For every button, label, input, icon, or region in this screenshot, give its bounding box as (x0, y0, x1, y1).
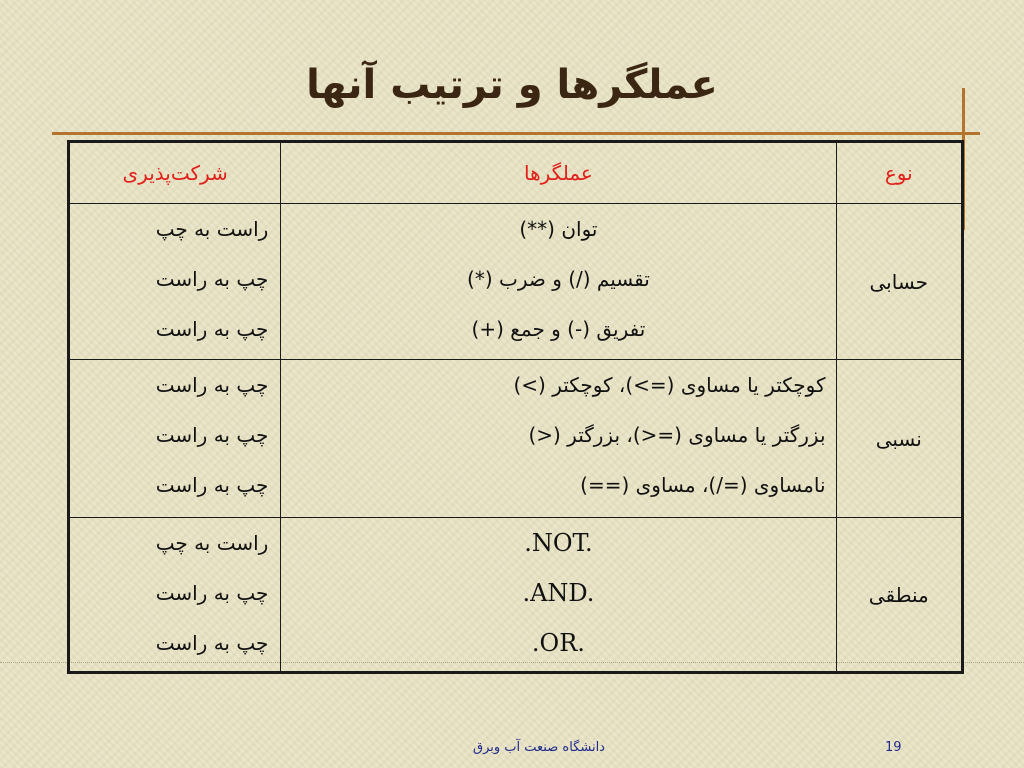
operators-relational (281, 360, 836, 518)
operator-line: .AND. (522, 579, 595, 607)
header-type: نوع (836, 142, 962, 204)
header-operators: عملگرها (281, 142, 836, 204)
operators-table (67, 140, 964, 674)
associativity-line: چپ به راست (155, 631, 269, 655)
table-row-relational (69, 360, 963, 518)
footer-university: دانشگاه صنعت آب وبرق (473, 740, 605, 755)
operators-logical (281, 518, 836, 673)
associativity-line: چپ به راست (155, 473, 269, 497)
operator-line: بزرگتر یا مساوی (=<)، بزرگتر (<) (528, 423, 826, 447)
associativity-logical (69, 518, 281, 673)
type-arithmetic: حسابی (836, 204, 962, 360)
table-header-row (69, 142, 963, 204)
associativity-line: چپ به راست (155, 581, 269, 605)
associativity-line: چپ به راست (155, 373, 269, 397)
operator-line: .OR. (531, 629, 585, 657)
table-row-arithmetic (69, 204, 963, 360)
operator-line: تقسیم (/) و ضرب (*) (467, 267, 650, 291)
table-row-logical (69, 518, 963, 673)
title-underline (52, 132, 980, 135)
associativity-line: راست به چپ (155, 217, 269, 241)
operator-line: نامساوی (=/)، مساوی (==) (580, 473, 826, 497)
operator-line: کوچکتر یا مساوی (=>)، کوچکتر (>) (513, 373, 826, 397)
operators-arithmetic (281, 204, 836, 360)
type-relational: نسبی (836, 360, 962, 518)
associativity-line: چپ به راست (155, 267, 269, 291)
associativity-line: راست به چپ (155, 531, 269, 555)
operator-line: توان (**) (519, 217, 598, 241)
associativity-relational (69, 360, 281, 518)
operator-line: .NOT. (524, 529, 593, 557)
page-number: 19 (885, 740, 902, 755)
type-logical: منطقی (836, 518, 962, 673)
operator-line: تفریق (-) و جمع (+) (471, 317, 646, 341)
associativity-line: چپ به راست (155, 317, 269, 341)
slide-title: عملگرها و ترتیب آنها (306, 62, 718, 108)
associativity-line: چپ به راست (155, 423, 269, 447)
header-associativity: شرکت‌پذیری (69, 142, 281, 204)
associativity-arithmetic (69, 204, 281, 360)
